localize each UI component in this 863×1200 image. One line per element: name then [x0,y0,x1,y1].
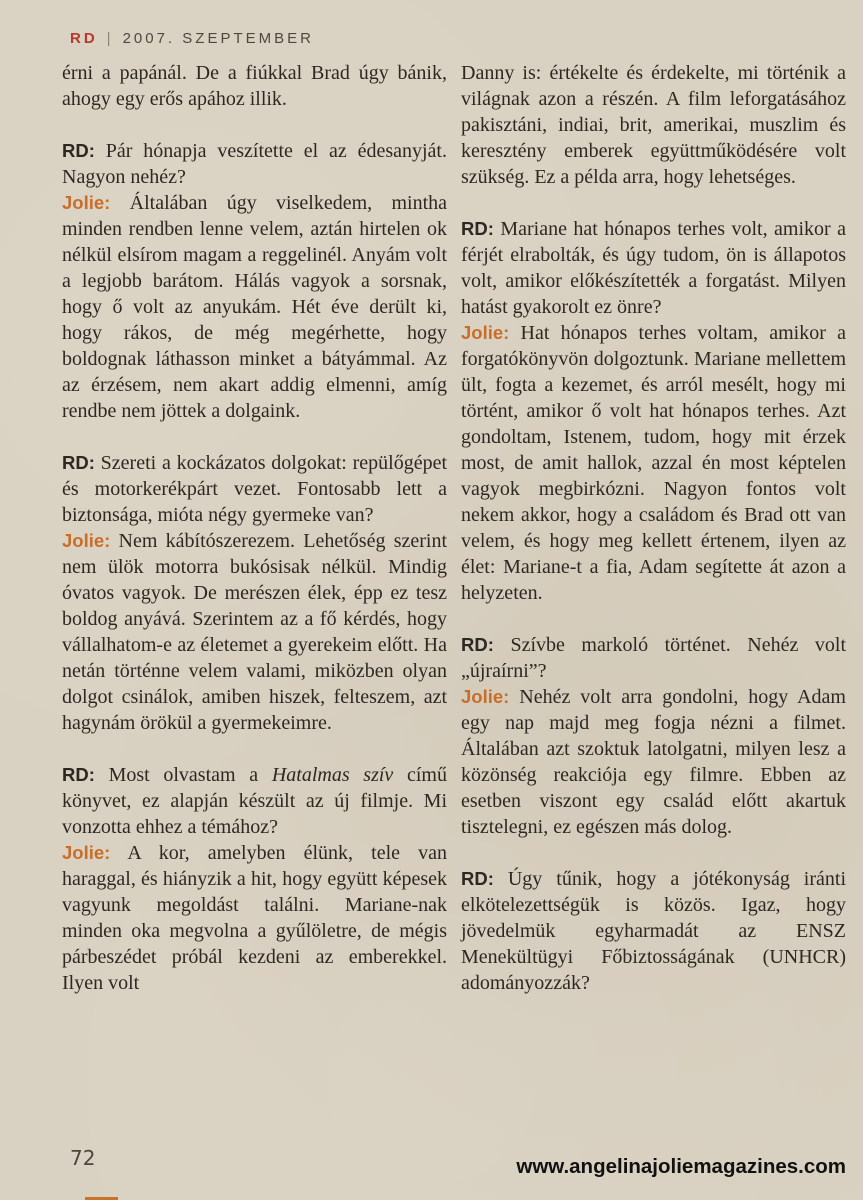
magazine-brand: RD [70,30,98,47]
speaker-label-rd: RD: [62,452,95,473]
paragraph [62,138,447,190]
text-segment: Mariane hat hónapos terhes volt, amikor a férjét elrabolták, és úgy tudom, ön is állapotos volt, amikor előkészítették a forgatást. Milyen hatást gyakorolt ez önre? [461,218,846,318]
speaker-label-jolie: Jolie: [62,842,111,863]
text-segment: Hat hónapos terhes voltam, amikor a forgatókönyvön dolgoztunk. Mariane mellettem ült, fogta a kezemet, és arról mesélt, hogy mi történt, amikor ő volt hat hónapos terhes. Azt gondoltam, Istenem, tudom, hogy mit érzek most, de amit hallok, azzal én most képtelen vagyok megbirkózni. Nagyon fontos volt nekem akkor, hogy a családom és Brad ott van velem, és hogy meg kellett értenem, ilyen az élet: Mariane-t a fia, Adam segítette át azon a helyzeten. [461,322,846,604]
speaker-label-jolie: Jolie: [461,322,510,343]
page-number: 72 [70,1146,96,1170]
text-segment: Pár hónapja veszítette el az édesanyját. Nagyon nehéz? [62,140,447,188]
website-url: www.angelinajoliemagazines.com [516,1155,846,1178]
paragraph [461,866,846,996]
paragraph [461,60,846,190]
text-segment: Most olvastam a [94,764,272,786]
text-segment: A kor, amelyben élünk, tele van haraggal, és hiányzik a hit, hogy együtt képesek vagyunk megoldást találni. Mariane-nak minden oka megvolna a gyűlöletre, de mégis párbeszédet próbál kezdeni az emberekkel. Ilyen volt [62,842,447,994]
speaker-label-jolie: Jolie: [62,192,111,213]
left-column [62,60,447,996]
text-segment: Úgy tűnik, hogy a jótékonyság iránti elkötelezettségük is közös. Igaz, hogy jövedelmük egyharmadát az ENSZ Menekültügyi Főbiztosságának (UNHCR) adományozzák? [461,868,846,994]
text-segment: Nem kábítószerezem. Lehetőség szerint nem ülök motorra bukósisak nélkül. Mindig óvatos vagyok. De merészen élek, épp ez tesz boldog anyává. Szerintem az a fő kérdés, hogy vállalhatom-e az életemet a gyerekeim előtt. Ha netán történne velem valami, miközben olyan dolgot csinálok, amiben hiszek, felteszem, azt hagynám örökül a gyermekeimre. [62,530,447,734]
paragraph [461,216,846,320]
speaker-label-jolie: Jolie: [461,686,510,707]
paragraph [461,632,846,684]
speaker-label-rd: RD: [62,140,95,161]
paragraph [62,840,447,996]
paragraph [62,60,447,112]
text-segment: Danny is: értékelte és érdekelte, mi történik a világnak azon a részén. A film leforgatásához pakisztáni, indiai, brit, amerikai, muszlim és keresztény emberek együttműködésére volt szükség. Ez a példa arra, hogy lehetséges. [461,62,846,188]
paragraph [62,528,447,736]
paragraph [461,320,846,606]
page-header [70,30,314,47]
paragraph [461,684,846,840]
article-body [62,60,846,996]
right-column [461,60,846,996]
speaker-label-rd: RD: [461,634,494,655]
speaker-label-rd: RD: [461,868,494,889]
header-divider: | [106,30,114,47]
text-segment: Hatalmas szív [271,764,394,786]
speaker-label-rd: RD: [461,218,494,239]
speaker-label-rd: RD: [62,764,95,785]
text-segment: című könyvet, ez alapján készült az új filmje. Mi vonzotta ehhez a témához? [62,764,447,838]
text-segment: Szereti a kockázatos dolgokat: repülőgépet és motorkerékpárt vezet. Fontosabb lett a biztonsága, mióta négy gyermeke van? [62,452,447,526]
text-segment: Szívbe markoló történet. Nehéz volt „újraírni”? [461,634,846,682]
issue-date: 2007. SZEPTEMBER [122,30,314,47]
text-segment: érni a papánál. De a fiúkkal Brad úgy bánik, ahogy egy erős apához illik. [62,62,447,110]
paragraph [62,450,447,528]
text-segment: Általában úgy viselkedem, mintha minden rendben lenne velem, aztán hirtelen ok nélkül elsírom magam a reggelinél. Anyám volt a legjobb barátom. Hálás vagyok a sorsnak, hogy ő volt az anyukám. Hét éve derült ki, hogy rákos, de még megérhette, hogy boldognak láthasson minket a bátyámmal. Az az érzésem, nem akart addig elmenni, amíg rendbe nem jöttek a dolgaink. [62,192,447,422]
speaker-label-jolie: Jolie: [62,530,111,551]
paragraph [62,762,447,840]
paragraph [62,190,447,424]
text-segment: Nehéz volt arra gondolni, hogy Adam egy nap majd meg fogja nézni a filmet. Általában azt szoktuk latolgatni, milyen lesz a közönség reakciója egy filmre. Ebben az esetben viszont egy család előtt akartuk tisztelegni, ez egészen más dolog. [461,686,846,838]
